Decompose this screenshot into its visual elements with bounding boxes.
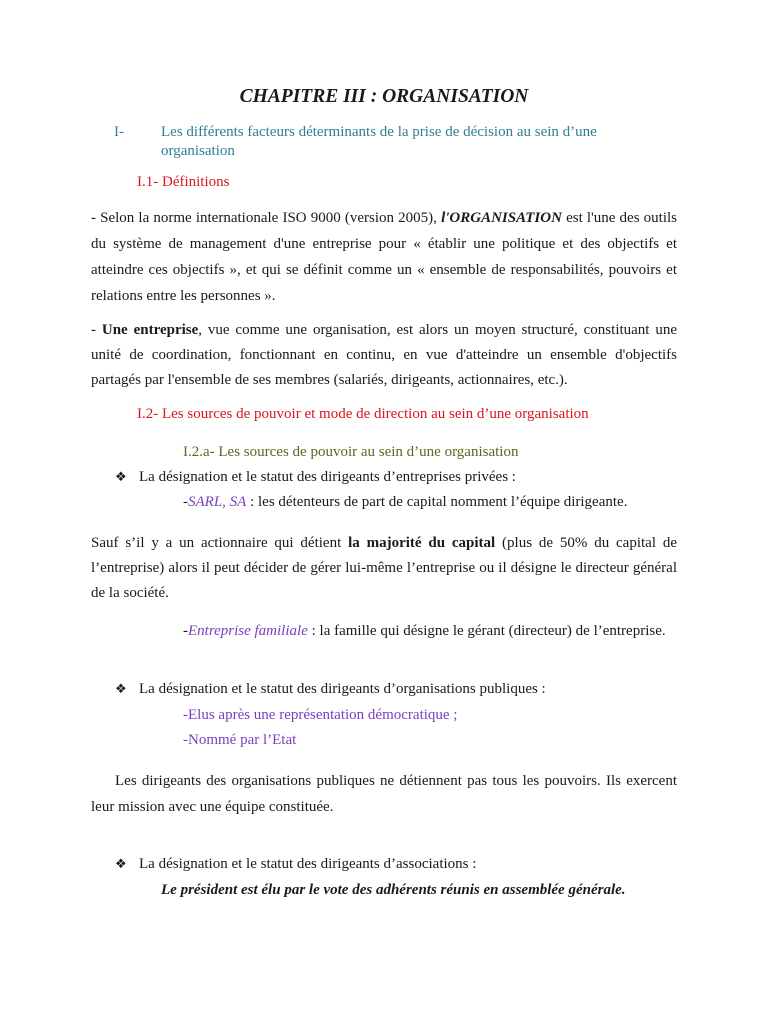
para2-after: , vue comme une organisation, est alors un moyen structuré, constituant une unité de coordination, fonctionnant en continu, en vue d'atteindre un ensemble d'objectifs partagés par l'ensemble de ses membres (salariés, dirigeants, actionnaires, etc.). [91,322,677,388]
famille-text: : la famille qui désigne le gérant (directeur) de l’entreprise. [307,623,666,639]
public-item-elus: -Elus après une représentation démocratique ; [183,707,458,723]
chapter-title: CHAPITRE III : ORGANISATION [239,86,529,107]
subsubsection-sources-heading: I.2.a- Les sources de pouvoir au sein d’une organisation [183,444,519,460]
sarl-dash: - [183,494,188,510]
entreprise-familiale-paragraph [91,618,677,644]
para2-before: - [91,322,102,338]
section-heading-line1: Les différents facteurs déterminants de la prise de décision au sein d’une [161,124,597,140]
public-item-nomme: -Nommé par l’Etat [183,732,297,748]
definition-organisation-paragraph [91,205,677,309]
subsection-pouvoir-heading: I.2- Les sources de pouvoir et mode de direction au sein d’une organisation [137,406,589,422]
bullet1-text: La désignation et le statut des dirigeants d’entreprises privées : [139,469,516,485]
definition-entreprise-paragraph [91,318,677,393]
bullet2-text: La désignation et le statut des dirigeants d’organisations publiques : [139,681,546,697]
sarl-text: : les détenteurs de part de capital nomment l’équipe dirigeante. [246,494,628,510]
para3-after: (plus de 50% du capital de l’entreprise) alors il peut décider de gérer lui-même l’entreprise ou il désigne le directeur général de la société. [91,535,677,601]
para1-after: est l'une des outils du système de management d'une entreprise pour « établir une politique et des objectifs et atteindre ces objectifs », et qui se définit comme un « ensemble de responsabilités, pouvoirs et relations entre les personnes ». [91,210,678,304]
president-statement: Le président est élu par le vote des adhérents réunis en assemblée générale. [161,882,626,898]
entreprise-term: Une entreprise [101,322,199,338]
para3-before: Sauf s’il y a un actionnaire qui détient [91,535,349,551]
majorite-term: la majorité du capital [348,535,496,551]
sarl-line [183,494,627,511]
bullet-diamond-icon: ❖ [115,470,127,485]
famille-dash: - [183,623,188,639]
bullet3-text: La désignation et le statut des dirigeants d’associations : [139,856,477,872]
famille-label: Entreprise familiale [188,623,308,639]
section-heading-line2: organisation [161,143,235,159]
bullet-diamond-icon: ❖ [115,857,127,872]
para1-before: - Selon la norme internationale ISO 9000 (version 2005), [91,210,442,226]
section-number: I- [114,124,124,140]
dirigeants-publics-paragraph [91,768,677,820]
bullet-associations [115,856,476,873]
bullet-entreprises-privees [115,469,516,486]
sarl-label: SARL, SA [188,494,247,510]
subsection-definitions-heading: I.1- Définitions [137,174,230,190]
organisation-term: l'ORGANISATION [441,210,562,226]
majorite-capital-paragraph [91,531,677,606]
para4-text: Les dirigeants des organisations publiques ne détiennent pas tous les pouvoirs. Ils exercent leur mission avec une équipe constituée. [91,773,677,815]
bullet-organisations-publiques [115,681,546,698]
bullet-diamond-icon: ❖ [115,682,127,697]
